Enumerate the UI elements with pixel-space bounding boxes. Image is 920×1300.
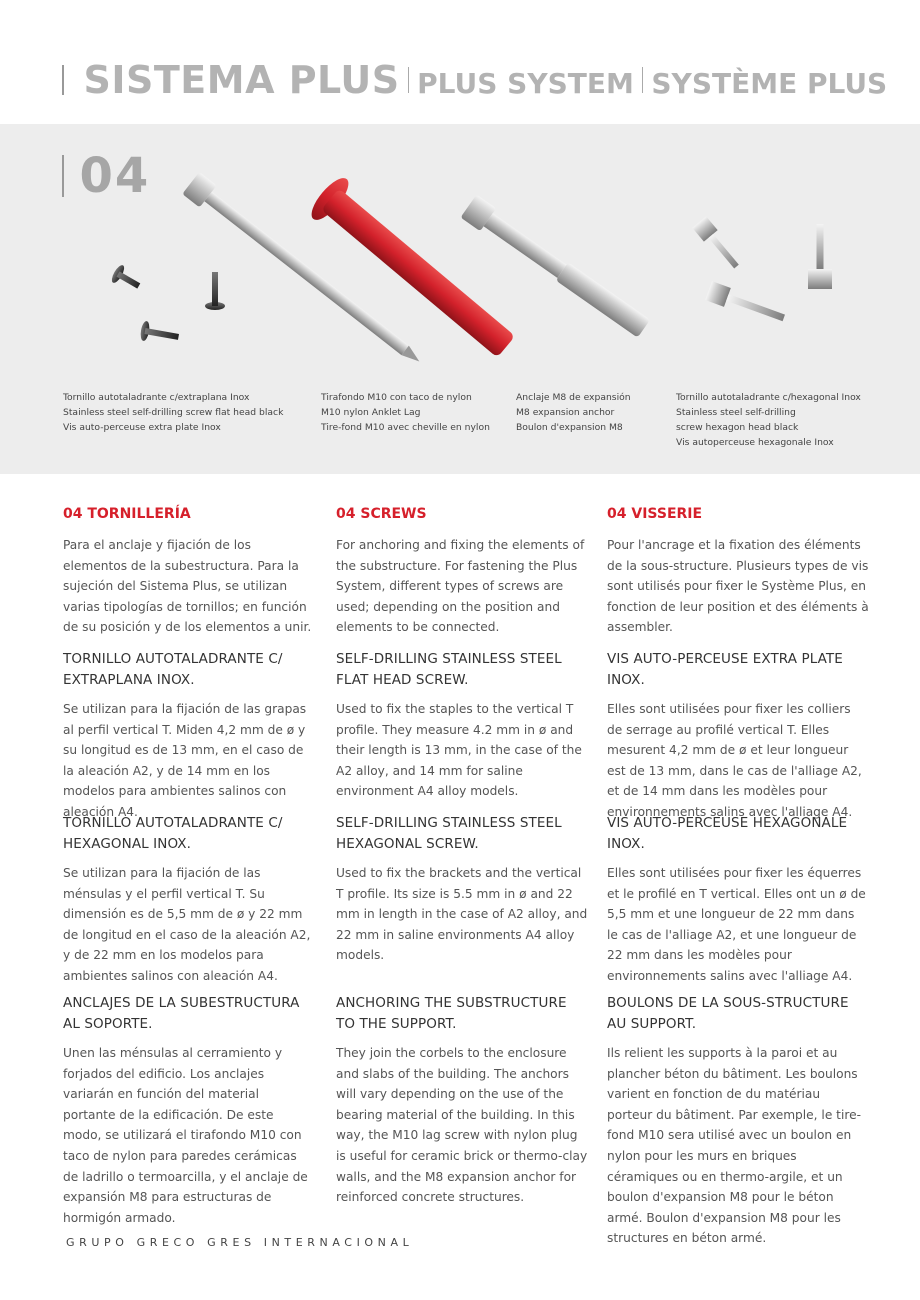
caption-es: Tornillo autotaladrante c/hexagonal Inox — [676, 392, 861, 403]
column-french — [607, 506, 869, 1249]
title-separator — [642, 67, 644, 93]
caption-flat-head-screw — [63, 390, 283, 435]
column-spanish — [63, 506, 315, 1228]
text-anchoring: Unen las ménsulas al cerramiento y forjados del edificio. Los anclajes variarán en función del material portante de la edificación. De este modo, se utilizará el tirafondo M10 con taco de nylon para paredes cerámicas de ladrillo o termoarcilla, y el anclaje de expansión M8 para estructuras de hormigón armado. — [63, 1046, 308, 1225]
title-es: SISTEMA PLUS — [83, 58, 400, 102]
caption-fr: Vis autoperceuse hexagonale Inox — [676, 437, 834, 448]
subheading-anchoring: BOULONS DE LA SOUS-STRUCTURE AU SUPPORT. — [607, 995, 849, 1032]
header-divider — [62, 65, 64, 95]
footer-company: GRUPO GRECO GRES INTERNACIONAL — [66, 1236, 414, 1249]
text-hex-screw: Elles sont utilisées pour fixer les équerres et le profilé en T vertical. Elles ont un ø de 5,5 mm et une longueur de 22 mm dans le cas de l'alliage A2, et une longueur de 22 mm dans les modèles pour environnements salins avec l'alliage A4. — [607, 866, 866, 983]
subheading-hex-screw: TORNILLO AUTOTALADRANTE C/ HEXAGONAL INOX. — [63, 815, 283, 852]
text-flat-screw: Se utilizan para la fijación de las grapas al perfil vertical T. Miden 4,2 mm de ø y su longitud es de 13 mm, en el caso de la aleación A2, y de 14 mm en los modelos para ambientes salinos con aleación A4. — [63, 702, 307, 819]
column-heading: 04 VISSERIE — [607, 506, 703, 522]
caption-en: Stainless steel self-drilling — [676, 407, 796, 418]
subheading-anchoring: ANCLAJES DE LA SUBESTRUCTURA AL SOPORTE. — [63, 995, 300, 1032]
subheading-flat-screw: TORNILLO AUTOTALADRANTE C/ EXTRAPLANA INOX. — [63, 651, 283, 688]
caption-en: M10 nylon Anklet Lag — [321, 407, 421, 418]
caption-fr: Tire-fond M10 avec cheville en nylon — [321, 422, 490, 433]
subheading-hex-screw: SELF-DRILLING STAINLESS STEEL HEXAGONAL SCREW. — [336, 815, 562, 852]
caption-en: screw hexagon head black — [676, 422, 799, 433]
black-screw-image — [205, 272, 225, 310]
caption-es: Tornillo autotaladrante c/extraplana Inox — [63, 392, 250, 403]
caption-es: Tirafondo M10 con taco de nylon — [321, 392, 472, 403]
column-heading: 04 TORNILLERÍA — [63, 506, 191, 522]
hex-screw-image — [692, 216, 743, 272]
caption-hex-screw — [676, 390, 861, 450]
black-screw-image — [139, 320, 180, 346]
title-fr: SYSTÈME PLUS — [651, 67, 888, 100]
caption-en: M8 expansion anchor — [516, 407, 615, 418]
subheading-flat-screw: SELF-DRILLING STAINLESS STEEL FLAT HEAD SCREW. — [336, 651, 562, 688]
caption-en: Stainless steel self-drilling screw flat head black — [63, 407, 284, 418]
hex-screw-image — [705, 281, 787, 327]
caption-es: Anclaje M8 de expansión — [516, 392, 631, 403]
title-en: PLUS SYSTEM — [417, 67, 634, 100]
text-flat-screw: Elles sont utilisées pour fixer les colliers de serrage au profilé vertical T. Elles mesurent 4,2 mm de ø et leur longueur est de 13 mm, dans le cas de l'alliage A2, et de 14 mm dans les modèles pour environnements salins avec l'alliage A4. — [607, 702, 862, 819]
subheading-flat-screw: VIS AUTO-PERCEUSE EXTRA PLATE INOX. — [607, 651, 843, 688]
column-english — [336, 506, 588, 1208]
caption-lag-screw — [321, 390, 490, 435]
nylon-plug-image — [306, 173, 523, 367]
hex-screw-image — [808, 224, 832, 289]
section-number-text: 04 — [79, 148, 151, 204]
subheading-hex-screw: VIS AUTO-PERCEUSE HEXAGONALE INOX. — [607, 815, 848, 852]
text-anchoring: Ils relient les supports à la paroi et au plancher béton du bâtiment. Les boulons varient en fonction de du matériau porteur du bâtiment. Par exemple, le tire-fond M10 sera utilisé avec un boulon en nylon pour les murs en briques céramiques ou en thermo-argile, et un boulon d'expansion M8 pour le béton armé. Boulon d'expansion M8 pour les structures en béton armé. — [607, 1046, 861, 1246]
intro-text: Pour l'ancrage et la fixation des éléments de la sous-structure. Plusieurs types de vis sont utilisés pour fixer le Système Plus, en fonction de leur position et des éléments à assembler. — [607, 538, 869, 635]
intro-text: Para el anclaje y fijación de los elementos de la subestructura. Para la sujeción del Sistema Plus, se utilizan varias tipologías de tornillos; en función de su posición y de los elementos a unir. — [63, 538, 312, 635]
title-separator — [408, 67, 410, 93]
text-hex-screw: Se utilizan para la fijación de las ménsulas y el perfil vertical T. Su dimensión es de 5,5 mm de ø y 22 mm de longitud en el caso de la aleación A2, y de 22 mm en los modelos para ambientes salinos con aleación A4. — [63, 866, 311, 983]
black-screw-image — [110, 263, 144, 294]
lag-screw-image — [182, 172, 428, 373]
text-anchoring: They join the corbels to the enclosure and slabs of the building. The anchors will vary depending on the use of the bearing material of the building. In this way, the M10 lag screw with nylon plug is useful for ceramic brick or thermo-clay walls, and the M8 expansion anchor for reinforced concrete structures. — [336, 1046, 588, 1205]
caption-fr: Boulon d'expansion M8 — [516, 422, 623, 433]
intro-text: For anchoring and fixing the elements of the substructure. For fastening the Plus System, different types of screws are used; depending on the position and elements to be connected. — [336, 538, 585, 635]
caption-fr: Vis auto-perceuse extra plate Inox — [63, 422, 221, 433]
caption-expansion-anchor — [516, 390, 631, 435]
column-heading: 04 SCREWS — [336, 506, 427, 522]
product-photos — [0, 124, 920, 374]
subheading-anchoring: ANCHORING THE SUBSTRUCTURE TO THE SUPPORT. — [336, 995, 567, 1032]
page-header — [62, 58, 887, 102]
text-hex-screw: Used to fix the brackets and the vertical T profile. Its size is 5.5 mm in ø and 22 mm in length in the case of A2 alloy, and 22 mm in saline environments A4 alloy models. — [336, 866, 588, 963]
text-flat-screw: Used to fix the staples to the vertical T profile. They measure 4.2 mm in ø and their length is 13 mm, in the case of the A2 alloy, and 14 mm for saline environment A4 alloy models. — [336, 702, 582, 799]
